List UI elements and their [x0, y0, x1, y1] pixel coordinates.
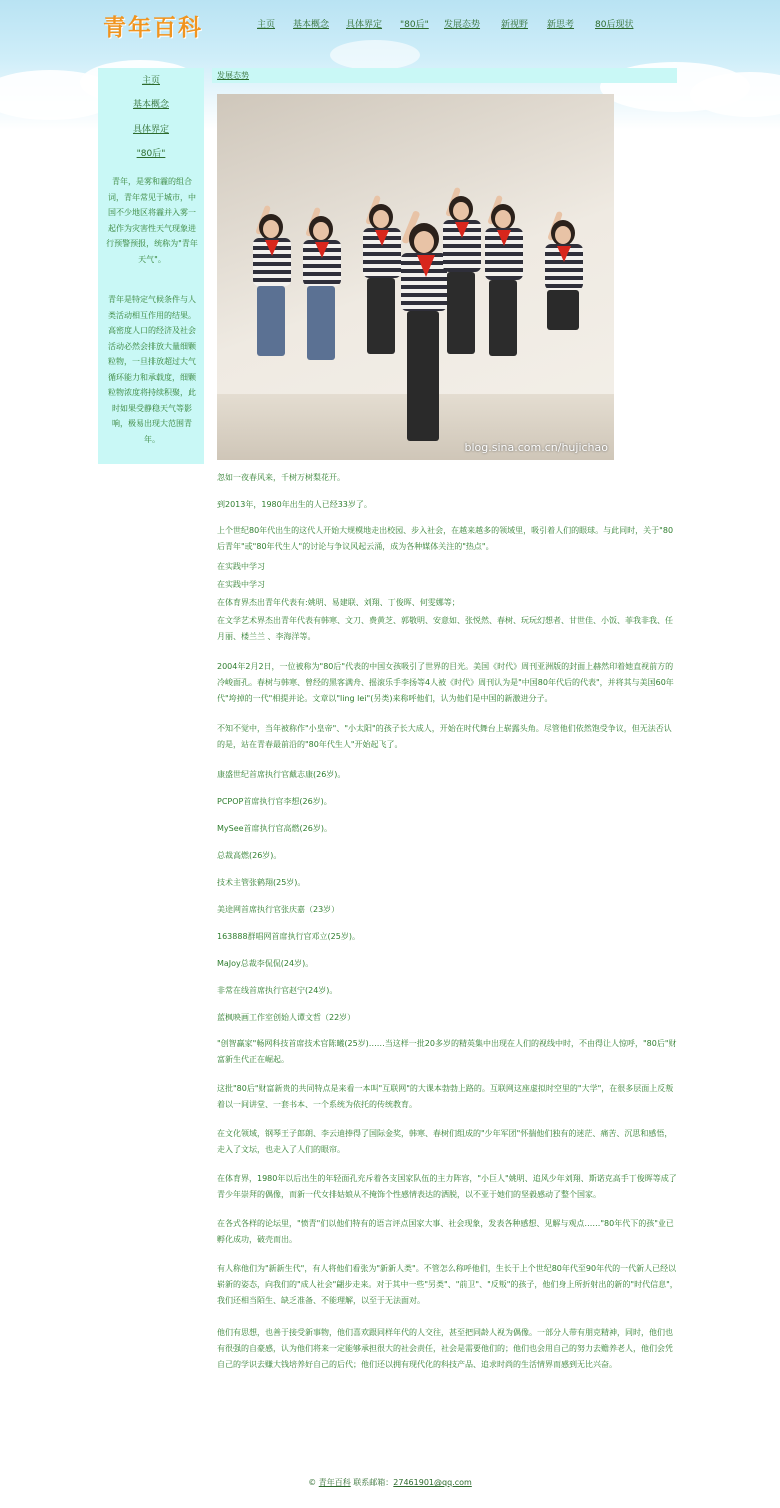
article-paragraph: 总裁高燃(26岁)。 [217, 851, 282, 860]
breadcrumb-link[interactable]: 发展态势 [217, 71, 249, 80]
breadcrumb [212, 68, 677, 83]
footer-email-link[interactable]: 27461901@qq.com [393, 1478, 472, 1487]
article-paragraph: 他们有思想，也善于接受新事物，他们喜欢跟同样年代的人交往，甚至把同龄人视为偶像。一部分人带有朋克精神，同时，他们也有很强的自豪感，认为他们将来一定能够承担很大的社会责任，社会是需要他们的；他们也会用自己的努力去赡养老人，他们会凭自己的学识去赚大钱培养好自己的后代；他们还以拥有现代化的科技产品、追求时尚的生活情界而感到无比兴奋。 [217, 1328, 673, 1369]
sidebar-paragraph: 青年，是雾和霾的组合词，青年常见于城市，中国不少地区将霾并入雾一起作为灾害性天气现象进行预警预报，统称为"青年天气"。 [106, 177, 198, 264]
article-paragraph: 不知不觉中，当年被称作"小皇帝"、"小太阳"的孩子长大成人，开始在时代舞台上崭露头角。尽管他们依然饱受争议，但无法否认的是，站在青春最前沿的"80年代生人"开始起飞了。 [217, 724, 672, 749]
article-paragraph: 康盛世纪首席执行官戴志康(26岁)。 [217, 770, 346, 779]
article-paragraph: 技术主管张鹤翔(25岁)。 [217, 878, 306, 887]
article-paragraph: 美途网首席执行官张庆嘉（23岁） [217, 905, 340, 914]
footer [0, 1477, 780, 1488]
cloud-shape [330, 40, 420, 70]
nav-link-new-thinking[interactable]: 新思考 [547, 20, 575, 30]
article-paragraph: PCPOP首席执行官李想(26岁)。 [217, 797, 332, 806]
article-paragraph: 在实践中学习 [217, 562, 265, 571]
nav-link-definition[interactable]: 具体界定 [346, 20, 383, 30]
nav-link-basic-concepts[interactable]: 基本概念 [293, 20, 330, 30]
article-paragraph: 在文学艺术界杰出青年代表有韩寒、文刀、费黄芝、郭敬明、安意如、张悦然、春树、玩玩幻想者、甘世佳、小饭、菲我非我、任月丽、楼兰兰 、李海洋等。 [217, 616, 673, 641]
nav-link-post-80s-status[interactable]: 80后现状 [595, 20, 634, 30]
article-paragraph: 163888群唱网首席执行官邓立(25岁)。 [217, 932, 360, 941]
article-photo [217, 94, 614, 460]
nav-link-home[interactable]: 主页 [257, 20, 276, 30]
article-paragraph: 在体育界，1980年以后出生的年轻面孔充斥着各支国家队伍的主力阵容，"小巨人"姚明、追风少年刘翔、斯诺克高手丁俊晖等成了青少年崇拜的偶像，而新一代女排姑娘从不掩饰个性感情表达的洒脱，以不亚于她们的坚毅感动了整个国家。 [217, 1174, 677, 1199]
article-paragraph: 在体育界杰出青年代表有:姚明、易建联、刘翔、丁俊晖、何雯娜等； [217, 598, 460, 607]
article-paragraph: MaJoy总裁李侃侃(24岁)。 [217, 959, 314, 968]
sidebar-link-basic-concepts[interactable]: 基本概念 [132, 100, 169, 110]
article-paragraph: 到2013年，1980年出生的人已经33岁了。 [217, 500, 372, 509]
article-paragraph: 非常在线首席执行官赵宁(24岁)。 [217, 986, 338, 995]
sidebar-link-home[interactable]: 主页 [141, 76, 160, 86]
sidebar [98, 68, 204, 464]
article-paragraph: "创智赢家"畅网科技首席技术官陈曦(25岁)……当这样一批20多岁的精英集中出现在人们的视线中时，不由得让人惊呼，"80后"财富新生代正在崛起。 [217, 1039, 677, 1064]
site-logo[interactable]: 青年百科 [103, 14, 203, 41]
sidebar-link-post-80s[interactable]: "80后" [136, 149, 166, 159]
copyright-symbol: © [308, 1478, 319, 1487]
photo-watermark: blog.sina.com.cn/hujichao [464, 441, 608, 454]
nav-link-new-vision[interactable]: 新视野 [501, 20, 529, 30]
nav-link-post-80s[interactable]: "80后" [400, 20, 429, 30]
sidebar-paragraph: 青年是特定气候条件与人类活动相互作用的结果。高密度人口的经济及社会活动必然会排放大量细颗粒物，一旦排放超过大气循环能力和承载度，细颗粒物浓度将持续积聚，此时如果受静稳天气等影响，极易出现大范围青年。 [108, 295, 196, 444]
article-paragraph: 在实践中学习 [217, 580, 265, 589]
footer-mail-label: 联系邮箱： [350, 1478, 394, 1487]
article-paragraph: 蓝枫映画工作室创始人谭文哲（22岁） [217, 1013, 356, 1022]
article-paragraph: 忽如一夜春风来，千树万树梨花开。 [217, 473, 345, 482]
nav-link-development[interactable]: 发展态势 [444, 20, 481, 30]
article-paragraph: MySee首席执行官高燃(26岁)。 [217, 824, 332, 833]
article-paragraph: 有人称他们为"新新生代"，有人将他们看张为"新新人类"。不管怎么称呼他们，生长于上个世纪80年代至90年代的一代新人已经以崭新的姿态，向我们的"成人社会"翩步走来。对于其中一些"另类"、"前卫"、"反叛"的孩子，他们身上所折射出的新的"时代信息"，我们还相当陌生、缺乏准备、不能理解，以至于无法面对。 [217, 1264, 678, 1305]
article-paragraph: 在文化领域，钢琴王子郎朗、李云迪捧得了国际金奖，韩寒、春树们组成的"少年军团"怀揣他们独有的迷茫、痛苦、沉思和感悟，走入了文坛，也走入了人们的眼帘。 [217, 1129, 673, 1154]
sidebar-link-definition[interactable]: 具体界定 [132, 125, 169, 135]
article-paragraph: 在各式各样的论坛里，"愤青"们以他们特有的语言评点国家大事、社会现象，发表各种感想、见解与观点……"80年代下的孩"业已孵化成功，破壳而出。 [217, 1219, 674, 1244]
article-paragraph: 2004年2月2日，一位被称为"80后"代表的中国女孩吸引了世界的目光。美国《时代》周刊亚洲版的封面上赫然印着她直视前方的冷峻面孔。春树与韩寒、曾经的黑客满舟、摇滚乐手李扬等4人被《时代》周刊认为是"中国80年代后的代表"，并将其与美国60年代"垮掉的一代"相提并论。文章以"ling lei"(另类)来称呼他们，认为他们是中国的新激进分子。 [217, 662, 674, 703]
article-paragraph: 这批"80后"财富新贵的共同特点是来看一本叫"互联网"的大课本勃勃上路的。互联网这座虚拟时空里的"大学"，在很多层面上反叛着以一间讲堂、一套书本、一个系统为依托的传统教育。 [217, 1084, 674, 1109]
footer-site-link[interactable]: 青年百科 [318, 1478, 351, 1487]
article-paragraph: 上个世纪80年代出生的这代人开始大规模地走出校园、步入社会，在越来越多的领域里，吸引着人们的眼球。与此同时，关于"80后青年"或"80年代生人"的讨论与争议风起云涌，成为各种媒体关注的"热点"。 [217, 526, 674, 551]
